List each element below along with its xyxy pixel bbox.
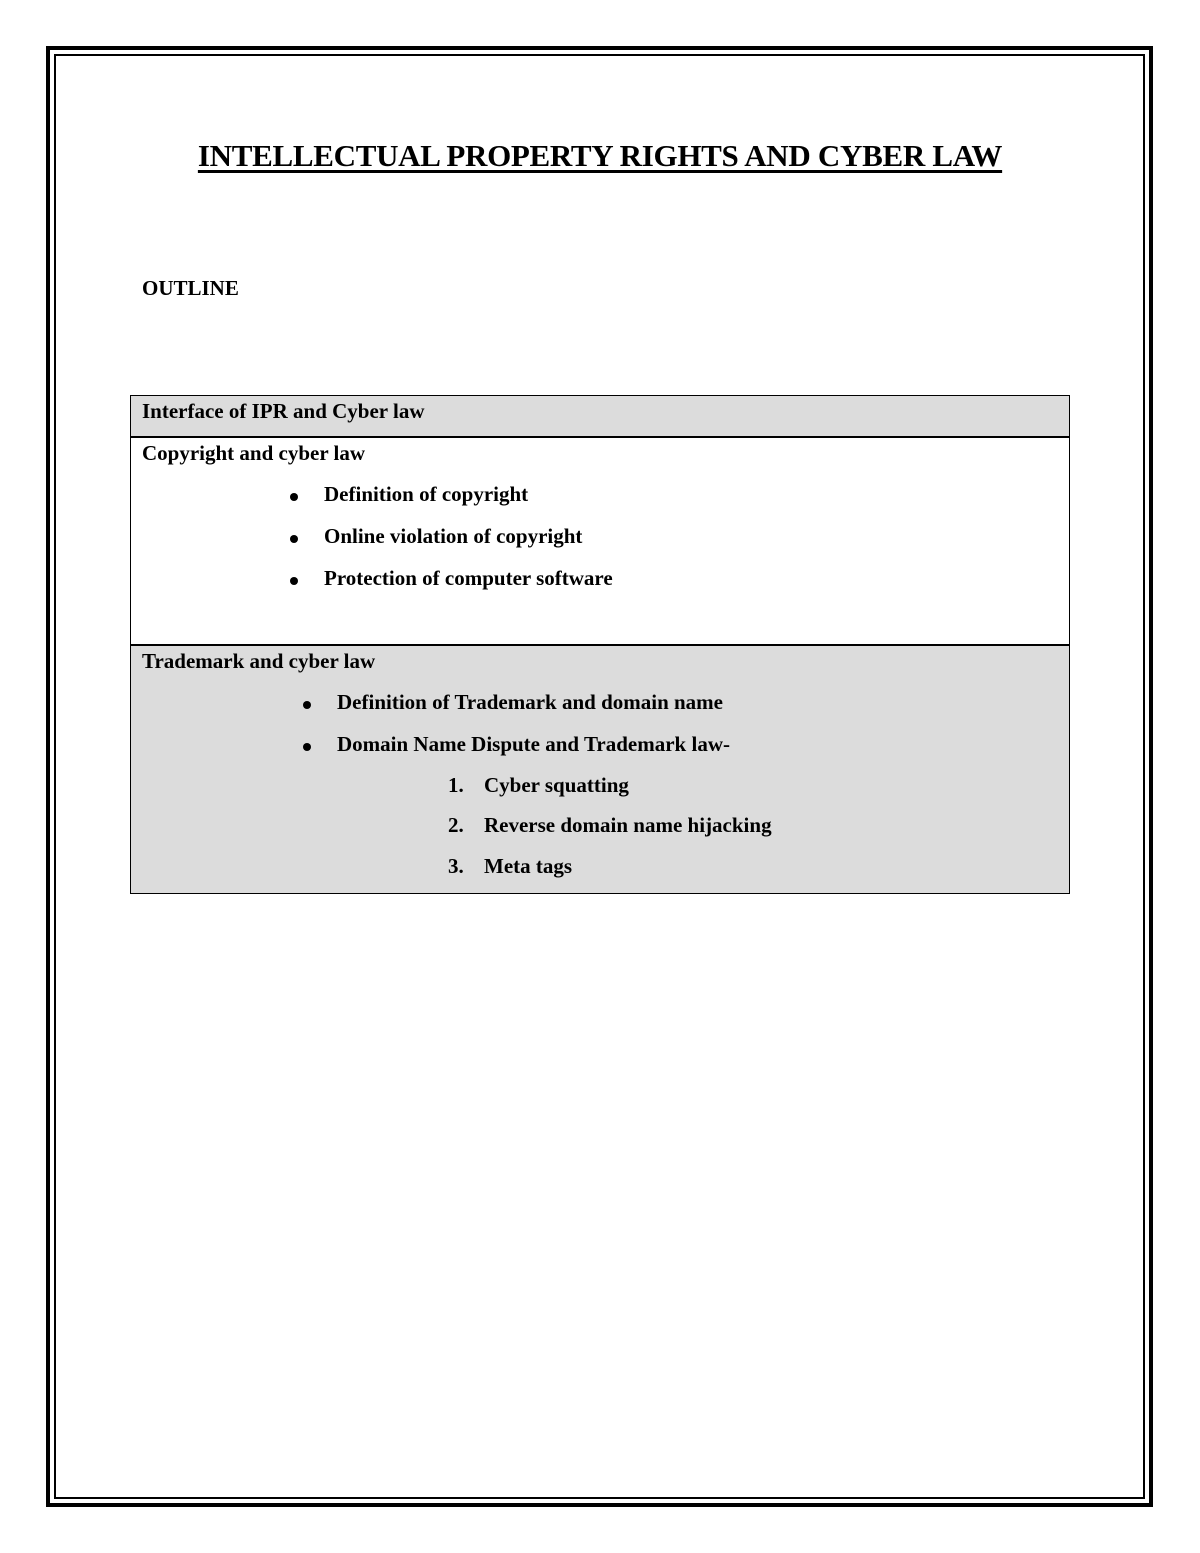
bullet-icon	[290, 577, 298, 585]
bullet-icon	[303, 743, 311, 751]
section-copyright	[131, 438, 1069, 646]
list-number: 2.	[448, 813, 464, 837]
outline-heading: OUTLINE	[142, 276, 239, 300]
section-heading: Interface of IPR and Cyber law	[142, 399, 425, 423]
document-title: INTELLECTUAL PROPERTY RIGHTS AND CYBER LAW	[197, 138, 1003, 173]
list-item: Definition of Trademark and domain name	[337, 690, 723, 714]
numbered-item: Reverse domain name hijacking	[484, 813, 772, 837]
section-heading: Copyright and cyber law	[142, 441, 366, 465]
section-interface	[131, 396, 1069, 438]
numbered-item: Meta tags	[484, 854, 573, 878]
list-number: 3.	[448, 854, 464, 878]
list-item: Definition of copyright	[324, 482, 529, 506]
outline-table	[130, 395, 1070, 894]
list-item: Online violation of copyright	[324, 524, 583, 548]
list-item: Domain Name Dispute and Trademark law-	[337, 732, 730, 756]
bullet-icon	[290, 535, 298, 543]
bullet-icon	[303, 701, 311, 709]
numbered-item: Cyber squatting	[484, 773, 629, 797]
list-number: 1.	[448, 773, 464, 797]
section-heading: Trademark and cyber law	[142, 649, 376, 673]
list-item: Protection of computer software	[324, 566, 613, 590]
section-trademark	[131, 646, 1069, 893]
bullet-icon	[290, 493, 298, 501]
